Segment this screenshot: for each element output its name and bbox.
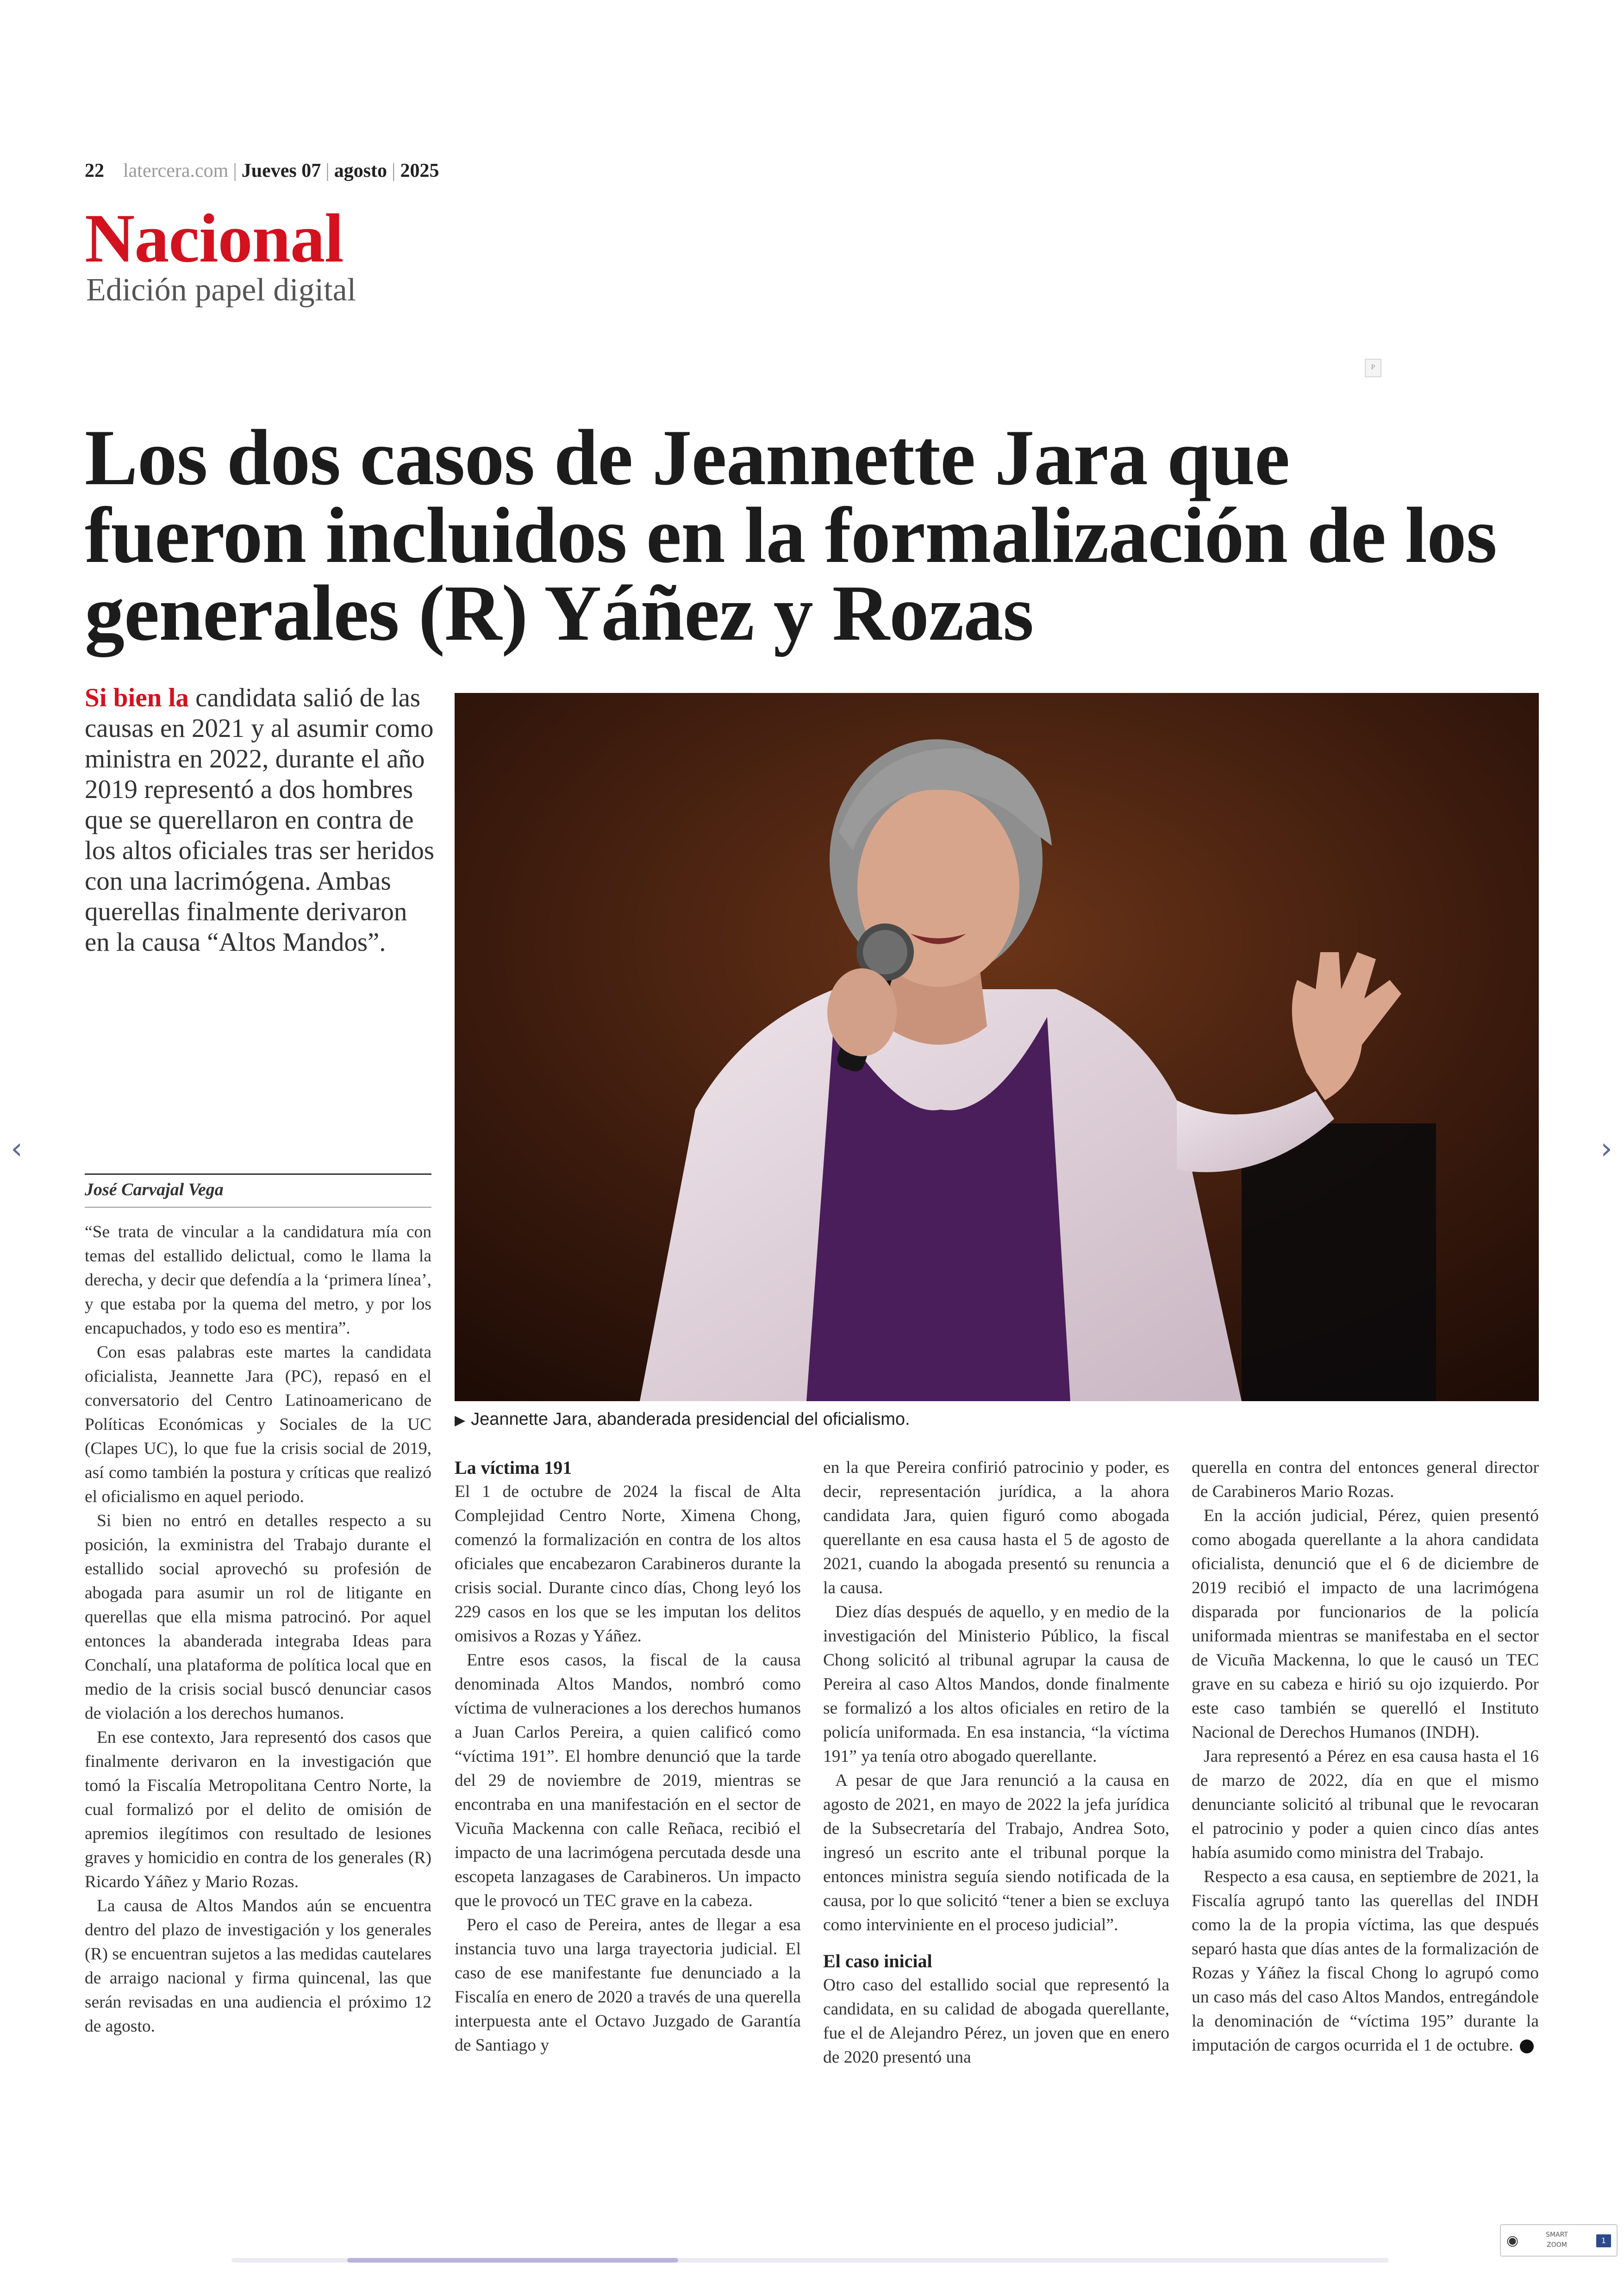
article-lede [85,683,437,958]
paragraph: A pesar de que Jara renunció a la causa en agosto de 2021, en mayo de 2022 la jefa jurídica de la Subsecretaría del Trabajo, Andrea Soto, ingresó un escrito ante el tribunal porque la entonces ministra seguía siendo notificada de la causa, por lo que solicitó “tener a bien se excluya como interviniente en el proceso judicial”. [823,1771,1169,1934]
paragraph: “Se trata de vincular a la candidatura mía con temas del estallido delictual, como le llama la derecha, y decir que defendía a la ‘primera línea’, y que estaba por la quema del metro, y por los encapuchados, y todo eso es mentira”. [85,1222,431,1338]
article-photo [455,693,1539,1401]
caption-text: Jeannette Jara, abanderada presidencial del oficialismo. [471,1409,910,1429]
body-column-4 [1192,1456,1539,2058]
scroll-progress-thumb[interactable] [347,2258,678,2263]
paragraph: querella en contra del entonces general director de Carabineros Mario Rozas. [1192,1458,1539,1501]
issue-day: Jueves 07 [241,160,321,181]
lede-text: candidata salió de las causas en 2021 y al asumir como ministra en 2022, durante el año 2019 representó a dos hombres que se querellaron en contra de los altos oficiales tras ser heridos con una lacrimógena. Ambas querellas finalmente derivaron en la causa “Altos Mandos”. [85,683,435,957]
paragraph: En la acción judicial, Pérez, quien presentó como abogada querellante a la ahora candidata oficialista, denunció que el 6 de diciembre de 2019 recibió el impacto de una lacrimógena disparada por funcionarios de la policía uniformada mientras se manifestaba en el sector de Vicuña Mackenna, lo que le causó un TEC grave en su cabeza e hirió su ojo izquierdo. Por este caso también se querelló el Instituto Nacional de Derechos Humanos (INDH). [1192,1506,1539,1742]
edition-label: Edición papel digital [86,272,356,308]
paragraph: Otro caso del estallido social que representó la candidata, en su calidad de abogada querellante, fue el de Alejandro Pérez, un joven que en enero de 2020 presentó una [823,1976,1169,2067]
photo-illustration [455,693,1539,1401]
folio: 22 latercera.com | Jueves 07 | agosto | 2025 [85,160,439,181]
photo-caption [455,1409,1539,1429]
paragraph: El 1 de octubre de 2024 la fiscal de Alta Complejidad Centro Norte, Ximena Chong, comenzó la formalización en contra de los altos oficiales que encabezaron Carabineros durante la crisis social. Durante cinco días, Chong leyó los 229 casos en los que se les imputan los delitos omisivos a Rozas y Yáñez. [455,1482,801,1646]
end-mark-icon [1520,2039,1534,2053]
previous-page-arrow-icon[interactable]: ‹ [11,1132,23,1166]
body-column-3 [823,1456,1169,2070]
paragraph [1192,1865,1539,2058]
smart-zoom-label: SMART ZOOM [1546,2231,1568,2249]
eye-icon: ◉ [1506,2233,1519,2249]
site-name: latercera.com [123,160,229,181]
article-headline: Los dos casos de Jeannette Jara que fueron incluidos en la formalización de los generales (R) Yáñez y Rozas [85,414,1497,657]
page-indicator: 1 [1596,2234,1611,2247]
body-column-1 [85,1220,431,2039]
paragraph: en la que Pereira confirió patrocinio y poder, es decir, representación jurídica, a la ahora candidata Jara, quien figuró como abogada querellante en esa causa hasta el 5 de agosto de 2021, cuando la abogada presentó su renuncia a la causa. [823,1458,1169,1597]
paragraph: Diez días después de aquello, y en medio de la investigación del Ministerio Público, la fiscal Chong solicitó al tribunal agrupar la causa de Pereira al caso Altos Mandos, donde finalmente se formalizó a los altos oficiales en retiro de la policía uniformada. En esa instancia, “la víctima 191” ya tenía otro abogado querellante. [823,1603,1169,1766]
page-number: 22 [85,160,104,181]
paragraph: La causa de Altos Mandos aún se encuentra dentro del plazo de investigación y los generales (R) se encuentran sujetos a las medidas cautelares de arraigo nacional y firma quincenal, las que serán revisadas en una audiencia el próximo 12 de agosto. [85,1896,431,2036]
paragraph: Entre esos casos, la fiscal de la causa denominada Altos Mandos, nombró como víctima de vulneraciones a los derechos humanos a Juan Carlos Pereira, a quien calificó como “víctima 191”. El hombre denunció que la tarde del 29 de noviembre de 2019, mientras se encontraba en una manifestación en el sector de Vicuña Mackenna con calle Reñaca, recibió el impacto de una lacrimógena percutada desde una escopeta lanzagases de Carabineros. Un impacto que le provocó un TEC grave en la cabeza. [455,1651,801,1910]
smart-zoom-button[interactable] [1500,2224,1618,2257]
lede-lead: Si bien la [85,683,189,712]
caption-marker-icon: ▶ [455,1413,466,1428]
section-title: Nacional [85,200,344,277]
paragraph: Con esas palabras este martes la candidata oficialista, Jeannette Jara (PC), repasó en el conversatorio del Centro Latinoamericano de Políticas Económicas y Sociales de la UC (Clapes UC), lo que fue la crisis social de 2019, así como también la postura y críticas que realizó el oficialismo en aquel periodo. [85,1343,431,1506]
byline-rule [85,1173,431,1175]
byline-divider [85,1207,431,1208]
paragraph: En ese contexto, Jara representó dos casos que finalmente derivaron en la investigación que tomó la Fiscalía Metropolitana Centro Norte, la cual formalizó por el delito de omisión de apremios ilegítimos con resultado de lesiones graves y homicidio en contra de los generales (R) Ricardo Yáñez y Mario Rozas. [85,1728,431,1891]
next-page-arrow-icon[interactable]: › [1600,1132,1612,1166]
paragraph: Pero el caso de Pereira, antes de llegar a esa instancia tuvo una larga trayectoria judicial. El caso de ese manifestante fue denunciado a la Fiscalía en enero de 2020 a través de una querella interpuesta ante el Octavo Juzgado de Garantía de Santiago y [455,1915,801,2055]
subheading: La víctima 191 [455,1457,572,1478]
issue-month: agosto [334,160,387,181]
body-column-2 [455,1456,801,2058]
paragraph: Si bien no entró en detalles respecto a su posición, la exministra del Trabajo durante el estallido social aprovechó su profesión de abogada para asumir un rol de litigante en querellas que ella misma patrocinó. Por aquel entonces la abanderada integraba Ideas para Conchalí, una plataforma de política local que en medio de la crisis social buscó denunciar casos de violación a los derechos humanos. [85,1511,431,1723]
page-badge-icon: P [1365,359,1381,377]
paragraph: Jara representó a Pérez en esa causa hasta el 16 de marzo de 2022, día en que el mismo denunciante solicitó al tribunal que le revocaran el patrocinio y poder a quien cinco días antes había asumido como ministra del Trabajo. [1192,1747,1539,1862]
paragraph-text: Respecto a esa causa, en septiembre de 2021, la Fiscalía agrupó tanto las querellas del INDH como la de la propia víctima, las que después separó hasta que días antes de la formalización de Rozas y Yáñez la fiscal Chong lo agrupó como un caso más del caso Altos Mandos, entregándole la denominación de “víctima 195” durante la imputación de cargos ocurrida el 1 de octubre. [1192,1867,1539,2055]
byline: José Carvajal Vega [85,1180,224,1199]
subheading: El caso inicial [823,1951,932,1971]
issue-year: 2025 [400,160,439,181]
